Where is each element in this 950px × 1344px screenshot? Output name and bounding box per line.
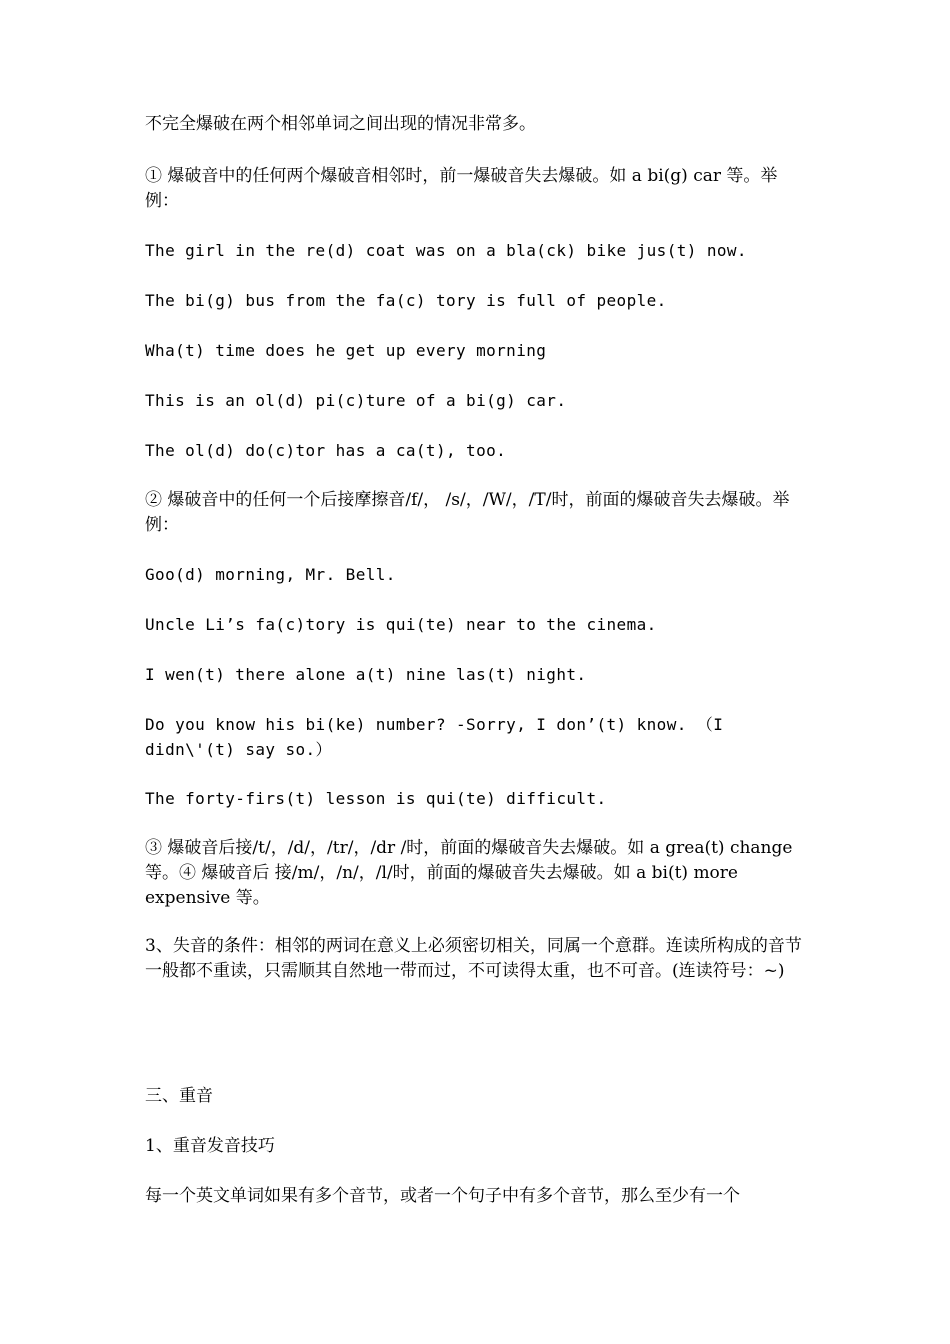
example-sentence: Uncle Li’s fa(c)tory is qui(te) near to the cinema. bbox=[145, 615, 657, 634]
paragraph-rule-1: ① 爆破音中的任何两个爆破音相邻时，前一爆破音失去爆破。如 a bi(g) car 等。举例： bbox=[145, 166, 778, 211]
example-sentence: I wen(t) there alone a(t) nine las(t) night. bbox=[145, 665, 587, 684]
example-sentence: Do you know his bi(ke) number? -Sorry, I don’(t) know. （I didn\'(t) say so.） bbox=[145, 715, 734, 759]
subsection-heading: 1、重音发音技巧 bbox=[145, 1136, 275, 1156]
paragraph-rule-2: ② 爆破音中的任何一个后接摩擦音/f/， /s/，/W/，/T/时，前面的爆破音失去爆破。举例： bbox=[145, 490, 790, 535]
paragraph-rule-3-4: ③ 爆破音后接/t/，/d/，/tr/，/dr /时，前面的爆破音失去爆破。如 a grea(t) change 等。④ 爆破音后 接/m/，/n/，/l/时，前面的爆破音失去爆破。如 a bi(t) more expensive 等。 bbox=[145, 838, 798, 908]
example-sentence: Wha(t) time does he get up every morning bbox=[145, 341, 547, 360]
example-sentence: The ol(d) do(c)tor has a ca(t), too. bbox=[145, 441, 507, 460]
example-sentence: The bi(g) bus from the fa(c) tory is full of people. bbox=[145, 291, 667, 310]
paragraph-conditions: 3、失音的条件：相邻的两词在意义上必须密切相关，同属一个意群。连读所构成的音节一般都不重读，只需顺其自然地一带而过，不可读得太重，也不可音。(连读符号：~) bbox=[145, 936, 802, 981]
example-sentence: Goo(d) morning, Mr. Bell. bbox=[145, 565, 396, 584]
example-sentence: The girl in the re(d) coat was on a bla(ck) bike jus(t) now. bbox=[145, 241, 747, 260]
example-sentence: This is an ol(d) pi(c)ture of a bi(g) car. bbox=[145, 391, 567, 410]
paragraph-intro: 不完全爆破在两个相邻单词之间出现的情况非常多。 bbox=[145, 114, 536, 134]
section-heading: 三、重音 bbox=[145, 1086, 213, 1106]
example-sentence: The forty-firs(t) lesson is qui(te) difficult. bbox=[145, 789, 607, 808]
paragraph-stress: 每一个英文单词如果有多个音节，或者一个句子中有多个音节，那么至少有一个 bbox=[145, 1186, 740, 1206]
